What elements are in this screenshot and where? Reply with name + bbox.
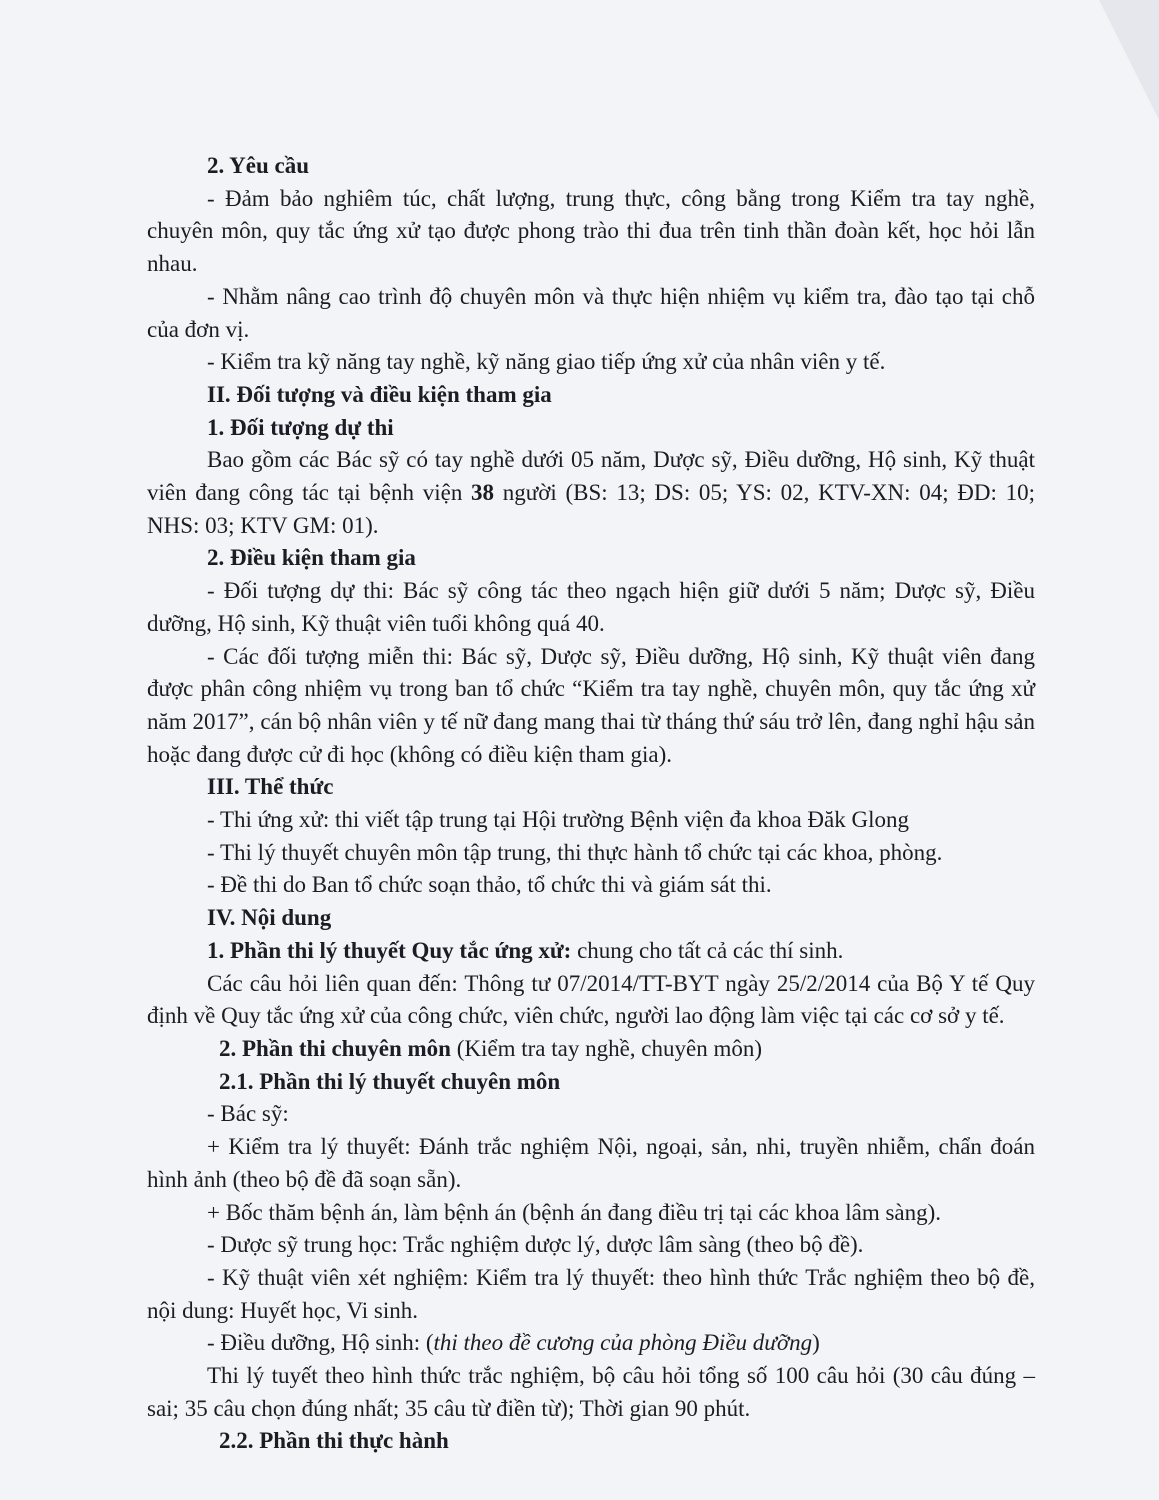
text: ): [812, 1330, 820, 1356]
paragraph: [147, 1327, 1035, 1360]
text: người (BS: 13; DS: 05; YS: 02, KTV-XN: 04; ĐD: 10; NHS: 03; KTV GM: 01).: [147, 480, 1036, 538]
subsection-IV-2-title: 2. Phần thi chuyên môn: [219, 1035, 451, 1061]
paragraph: - Bác sỹ:: [207, 1101, 289, 1127]
paragraph: [147, 444, 1035, 542]
text: (Kiểm tra tay nghề, chuyên môn): [450, 1035, 763, 1061]
paragraph: - Đảm bảo nghiêm túc, chất lượng, trung thực, công bằng trong Kiểm tra tay nghề, chuyên môn, quy tắc ứng xử tạo được phong trào thi đua trên tinh thần đoàn kết, học hỏi lẫn nhau.: [147, 185, 1035, 277]
paragraph: - Nhằm nâng cao trình độ chuyên môn và thực hiện nhiệm vụ kiểm tra, đào tạo tại chỗ của đơn vị.: [147, 283, 1035, 342]
paragraph: - Kỹ thuật viên xét nghiệm: Kiểm tra lý thuyết: theo hình thức Trắc nghiệm theo bộ đề, nội dung: Huyết học, Vi sinh.: [147, 1264, 1035, 1323]
document-body: [147, 150, 1035, 1458]
text: Bao gồm các Bác sỹ có tay nghề dưới 05 năm, Dược sỹ, Điều dưỡng, Hộ sinh, Kỹ thuật viên đang công tác tại bệnh viện: [147, 447, 1035, 506]
paragraph: - Các đối tượng miễn thi: Bác sỹ, Dược sỹ, Điều dưỡng, Hộ sinh, Kỹ thuật viên đang được phân công nhiệm vụ trong ban tổ chức “Kiểm tra tay nghề, chuyên môn, quy tắc ứng xử năm 2017”, cán bộ nhân viên y tế nữ đang mang thai từ tháng thứ sáu trở lên, đang nghỉ hậu sản hoặc đang được cử đi học (không có điều kiện tham gia).: [147, 643, 1035, 767]
section-2-title: 2. Yêu cầu: [207, 153, 310, 178]
paragraph: - Kiểm tra kỹ năng tay nghề, kỹ năng giao tiếp ứng xử của nhân viên y tế.: [207, 349, 886, 375]
paragraph: - Đề thi do Ban tổ chức soạn thảo, tổ chức thi và giám sát thi.: [207, 872, 772, 898]
section-III-title: III. Thể thức: [207, 774, 334, 800]
page-fold-shadow: [1099, 0, 1159, 120]
paragraph: + Kiểm tra lý thuyết: Đánh trắc nghiệm Nội, ngoại, sản, nhi, truyền nhiễm, chẩn đoán hình ảnh (theo bộ đề đã soạn sẵn).: [147, 1134, 1035, 1192]
subsection-IV-2-2-title: 2.2. Phần thi thực hành: [219, 1428, 449, 1454]
section-II-title: II. Đối tượng và điều kiện tham gia: [207, 381, 552, 407]
italic-note: thi theo đề cương của phòng Điều dưỡng: [433, 1330, 813, 1356]
subsection-II-2-title: 2. Điều kiện tham gia: [207, 545, 416, 571]
paragraph: - Đối tượng dự thi: Bác sỹ công tác theo ngạch hiện giữ dưới 5 năm; Dược sỹ, Điều dưỡng, Hộ sinh, Kỹ thuật viên tuổi không quá 40.: [147, 578, 1035, 636]
section-IV-title: IV. Nội dung: [207, 905, 332, 931]
subsection-II-1-title: 1. Đối tượng dự thi: [207, 414, 394, 440]
paragraph: - Dược sỹ trung học: Trắc nghiệm dược lý, dược lâm sàng (theo bộ đề).: [207, 1232, 864, 1258]
text: chung cho tất cả các thí sinh.: [571, 937, 844, 963]
subsection-IV-2-1-title: 2.1. Phần thi lý thuyết chuyên môn: [219, 1068, 561, 1094]
text: - Điều dưỡng, Hộ sinh: (: [207, 1330, 434, 1356]
subsection-IV-1: [147, 935, 1035, 968]
paragraph: - Thi lý thuyết chuyên môn tập trung, thi thực hành tổ chức tại các khoa, phòng.: [207, 839, 943, 865]
paragraph: Thi lý tuyết theo hình thức trắc nghiệm, bộ câu hỏi tổng số 100 câu hỏi (30 câu đúng – sai; 35 câu chọn đúng nhất; 35 câu từ điền từ); Thời gian 90 phút.: [147, 1363, 1035, 1421]
paragraph: + Bốc thăm bệnh án, làm bệnh án (bệnh án đang điều trị tại các khoa lâm sàng).: [207, 1199, 942, 1225]
paragraph: Các câu hỏi liên quan đến: Thông tư 07/2014/TT-BYT ngày 25/2/2014 của Bộ Y tế Quy định về Quy tắc ứng xử của công chức, viên chức, người lao động làm việc tại các cơ sở y tế.: [147, 970, 1035, 1029]
participant-count: 38: [471, 480, 495, 506]
subsection-IV-1-title: 1. Phần thi lý thuyết Quy tắc ứng xử:: [207, 937, 572, 963]
subsection-IV-2: [147, 1033, 1035, 1066]
paragraph: - Thi ứng xử: thi viết tập trung tại Hội trường Bệnh viện đa khoa Đăk Glong: [207, 807, 909, 833]
